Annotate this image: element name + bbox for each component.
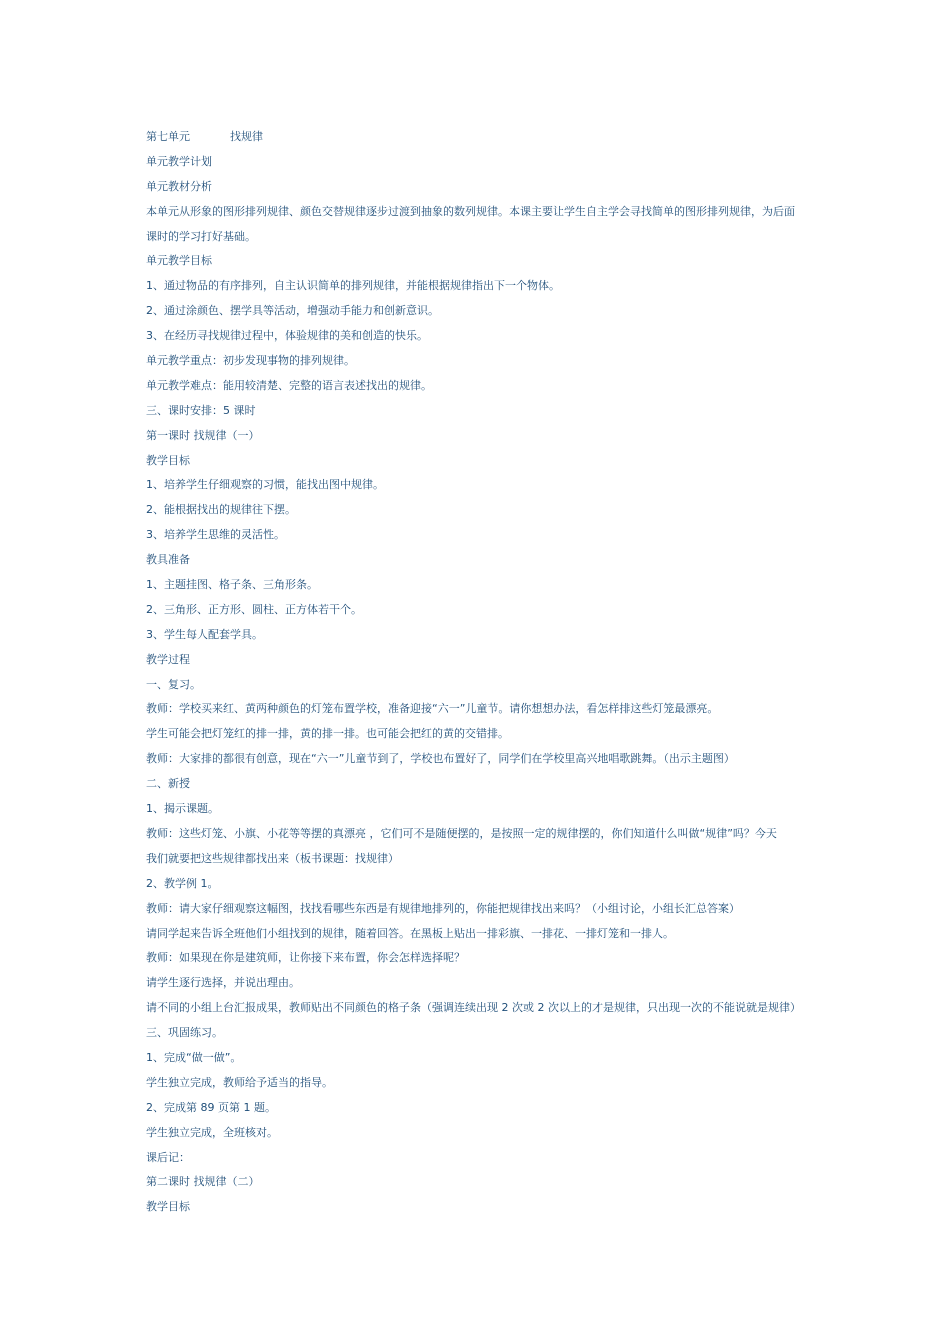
doc-line: 请不同的小组上台汇报成果，教师贴出不同颜色的格子条（强调连续出现 2 次或 2 次以上的才是规律，只出现一次的不能说就是规律） [146,1001,801,1015]
doc-line: 1、培养学生仔细观察的习惯，能找出图中规律。 [146,478,384,492]
doc-line: 二、新授 [146,777,190,791]
doc-line: 教师：请大家仔细观察这幅图，找找看哪些东西是有规律地排列的，你能把规律找出来吗？（小组讨论，小组长汇总答案） [146,901,740,915]
doc-line: 2、教学例 1。 [146,876,219,890]
doc-line: 教师：学校买来红、黄两种颜色的灯笼布置学校，准备迎接“六一”儿童节。请你想想办法，看怎样排这些灯笼最漂亮。 [146,702,719,716]
doc-line: 2、完成第 89 页第 1 题。 [146,1100,276,1114]
doc-line: 3、学生每人配套学具。 [146,627,263,641]
doc-line: 我们就要把这些规律都找出来（板书课题：找规律） [146,851,399,865]
doc-line: 教师：大家排的都很有创意，现在“六一”儿童节到了，学校也布置好了，同学们在学校里高兴地唱歌跳舞。（出示主题图） [146,752,735,766]
doc-line: 1、通过物品的有序排列，自主认识简单的排列规律，并能根据规律指出下一个物体。 [146,279,560,293]
document-body [146,127,818,1222]
doc-line: 单元教学难点：能用较清楚、完整的语言表述找出的规律。 [146,378,432,392]
doc-line: 学生独立完成，教师给予适当的指导。 [146,1075,333,1089]
doc-line: 第一课时 找规律（一） [146,428,260,442]
doc-line: 教学目标 [146,1200,190,1214]
doc-line: 2、通过涂颜色、摆学具等活动，增强动手能力和创新意识。 [146,304,439,318]
doc-line: 本单元从形象的图形排列规律、颜色交替规律逐步过渡到抽象的数列规律。本课主要让学生自主学会寻找简单的图形排列规律，为后面 [146,204,795,218]
doc-line: 课时的学习打好基础。 [146,229,256,243]
unit-number: 第七单元 [146,130,190,143]
doc-line: 3、在经历寻找规律过程中，体验规律的美和创造的快乐。 [146,329,428,343]
doc-line: 三、巩固练习。 [146,1026,223,1040]
doc-line: 单元教学目标 [146,254,212,268]
doc-line: 单元教学计划 [146,154,212,168]
doc-line: 2、三角形、正方形、圆柱、正方体若干个。 [146,602,362,616]
doc-line: 第二课时 找规律（二） [146,1175,260,1189]
unit-title [146,127,818,152]
doc-line: 学生独立完成，全班核对。 [146,1125,278,1139]
doc-line: 学生可能会把灯笼红的排一排，黄的排一排。也可能会把红的黄的交错排。 [146,727,509,741]
doc-line: 教师：如果现在你是建筑师，让你接下来布置，你会怎样选择呢？ [146,951,465,965]
doc-line: 一、复习。 [146,677,201,691]
doc-line: 教师：这些灯笼、小旗、小花等等摆的真漂亮 ，它们可不是随便摆的，是按照一定的规律摆的，你们知道什么叫做“规律”吗？今天 [146,826,777,840]
doc-line: 教学目标 [146,453,190,467]
doc-line: 教具准备 [146,553,190,567]
doc-line: 3、培养学生思维的灵活性。 [146,528,285,542]
doc-line: 1、完成“做一做”。 [146,1050,242,1064]
doc-line: 单元教材分析 [146,179,212,193]
doc-line: 2、能根据找出的规律往下摆。 [146,503,296,517]
doc-line: 教学过程 [146,652,190,666]
doc-line: 三、课时安排：5 课时 [146,403,256,417]
doc-line: 请同学起来告诉全班他们小组找到的规律，随着回答。在黑板上贴出一排彩旗、一排花、一排灯笼和一排人。 [146,926,674,940]
doc-line: 1、揭示课题。 [146,802,219,816]
doc-line: 课后记： [146,1150,190,1164]
doc-line: 请学生逐行选择，并说出理由。 [146,976,300,990]
doc-line: 1、主题挂图、格子条、三角形条。 [146,578,318,592]
doc-line: 单元教学重点：初步发现事物的排列规律。 [146,354,355,368]
unit-name: 找规律 [230,130,263,143]
